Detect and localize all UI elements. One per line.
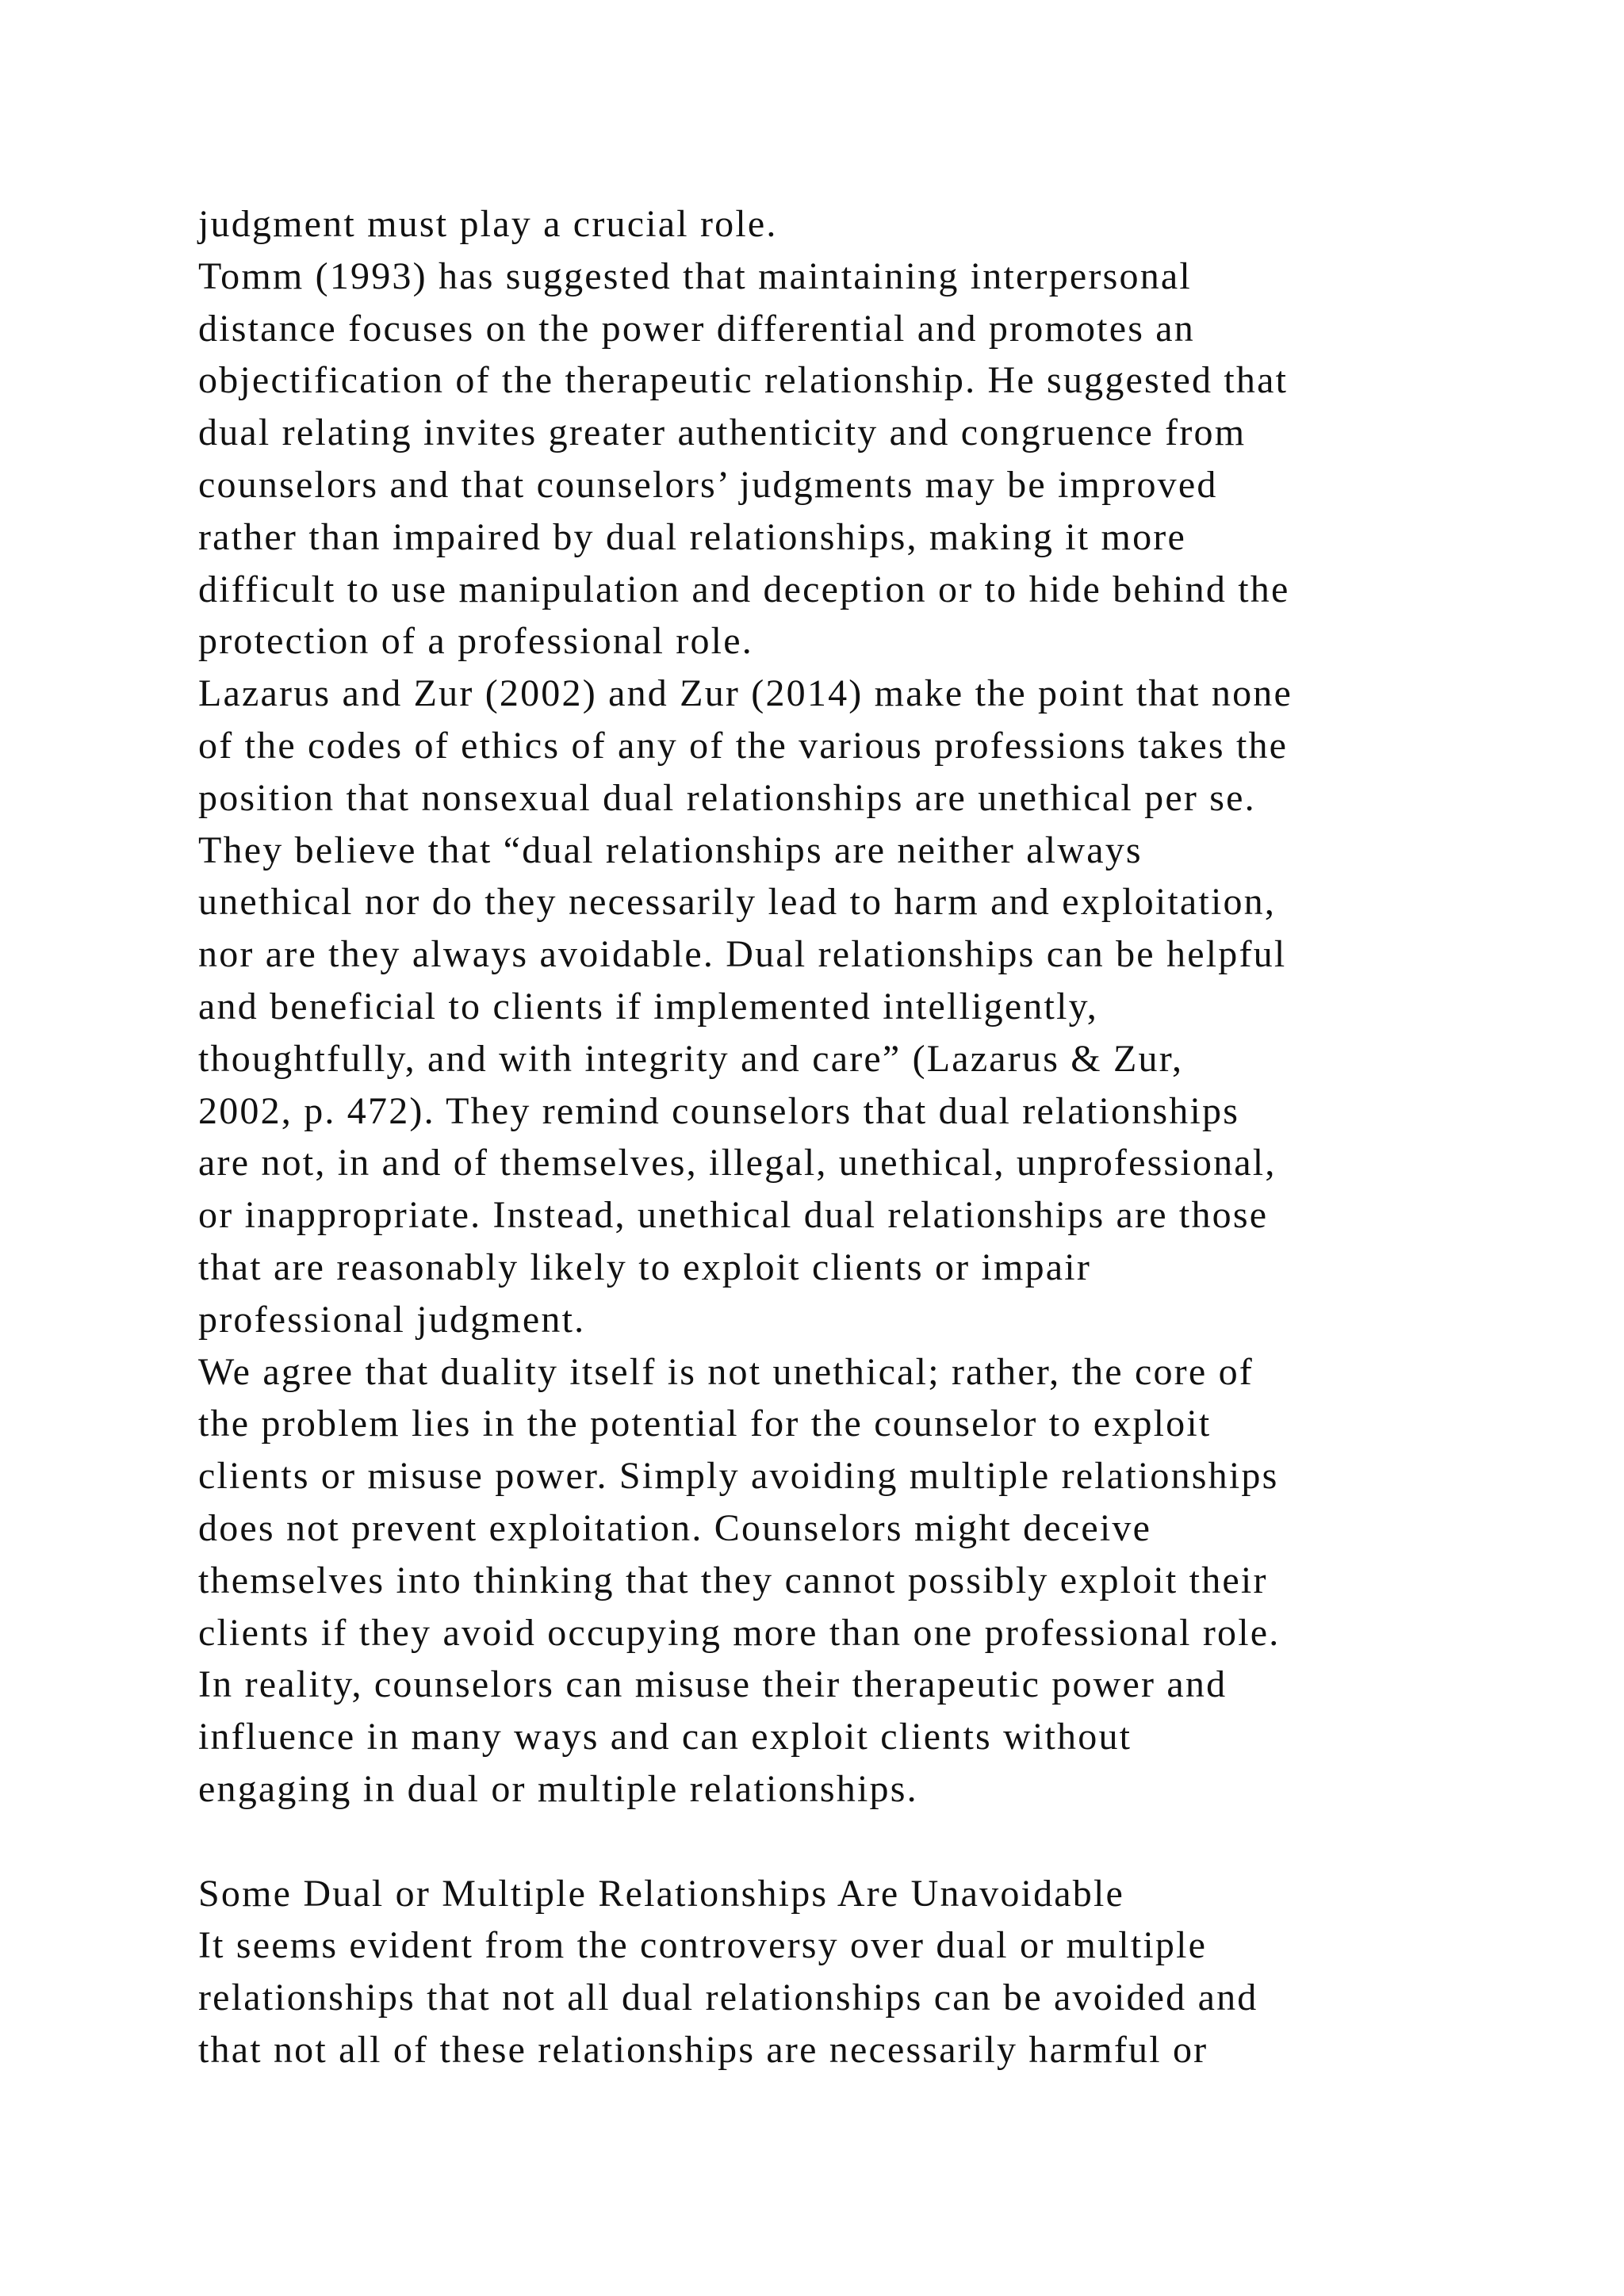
text-line: influence in many ways and can exploit clients without bbox=[198, 1716, 1132, 1758]
text-line: 2002, p. 472). They remind counselors that dual relationships bbox=[198, 1089, 1240, 1132]
body-text bbox=[198, 198, 1530, 2076]
text-line: or inappropriate. Instead, unethical dual relationships are those bbox=[198, 1194, 1269, 1237]
text-line: counselors and that counselors’ judgments may be improved bbox=[198, 463, 1218, 506]
text-line: the problem lies in the potential for the counselor to exploit bbox=[198, 1402, 1212, 1445]
text-line: that not all of these relationships are necessarily harmful or bbox=[198, 2028, 1208, 2071]
text-line: objectification of the therapeutic relationship. He suggested that bbox=[198, 359, 1289, 402]
text-line: position that nonsexual dual relationships are unethical per se. bbox=[198, 776, 1256, 819]
text-line: clients or misuse power. Simply avoiding multiple relationships bbox=[198, 1455, 1279, 1498]
text-line: We agree that duality itself is not unethical; rather, the core of bbox=[198, 1350, 1254, 1393]
text-line: It seems evident from the controversy over dual or multiple bbox=[198, 1924, 1208, 1967]
text-line: are not, in and of themselves, illegal, unethical, unprofessional, bbox=[198, 1142, 1277, 1184]
text-line: They believe that “dual relationships are neither always bbox=[198, 828, 1143, 871]
text-line: difficult to use manipulation and deception or to hide behind the bbox=[198, 568, 1290, 610]
text-line: dual relating invites greater authenticity and congruence from bbox=[198, 411, 1247, 454]
text-line: Tomm (1993) has suggested that maintaining interpersonal bbox=[198, 254, 1192, 297]
text-line: themselves into thinking that they cannot possibly exploit their bbox=[198, 1559, 1268, 1601]
text-line: Lazarus and Zur (2002) and Zur (2014) make the point that none bbox=[198, 672, 1293, 715]
text-line: and beneficial to clients if implemented intelligently, bbox=[198, 985, 1098, 1027]
text-line: rather than impaired by dual relationships, making it more bbox=[198, 515, 1186, 558]
text-line: clients if they avoid occupying more than one professional role. bbox=[198, 1611, 1281, 1654]
text-line: nor are they always avoidable. Dual relationships can be helpful bbox=[198, 933, 1287, 976]
text-line: unethical nor do they necessarily lead to harm and exploitation, bbox=[198, 881, 1277, 924]
section-heading: Some Dual or Multiple Relationships Are Unavoidable bbox=[198, 1872, 1125, 1915]
text-line: professional judgment. bbox=[198, 1298, 586, 1341]
text-line: does not prevent exploitation. Counselors might deceive bbox=[198, 1506, 1152, 1549]
text-line: thoughtfully, and with integrity and care” (Lazarus & Zur, bbox=[198, 1037, 1184, 1080]
text-line: that are reasonably likely to exploit clients or impair bbox=[198, 1246, 1092, 1288]
text-line: engaging in dual or multiple relationships. bbox=[198, 1767, 918, 1810]
text-line: relationships that not all dual relationships can be avoided and bbox=[198, 1976, 1258, 2019]
text-line: of the codes of ethics of any of the various professions takes the bbox=[198, 724, 1289, 767]
text-line: judgment must play a crucial role. bbox=[198, 203, 778, 245]
blank-line bbox=[198, 1816, 1530, 1868]
text-line: protection of a professional role. bbox=[198, 620, 753, 663]
text-line: distance focuses on the power differential and promotes an bbox=[198, 307, 1196, 350]
text-line: In reality, counselors can misuse their therapeutic power and bbox=[198, 1663, 1228, 1706]
